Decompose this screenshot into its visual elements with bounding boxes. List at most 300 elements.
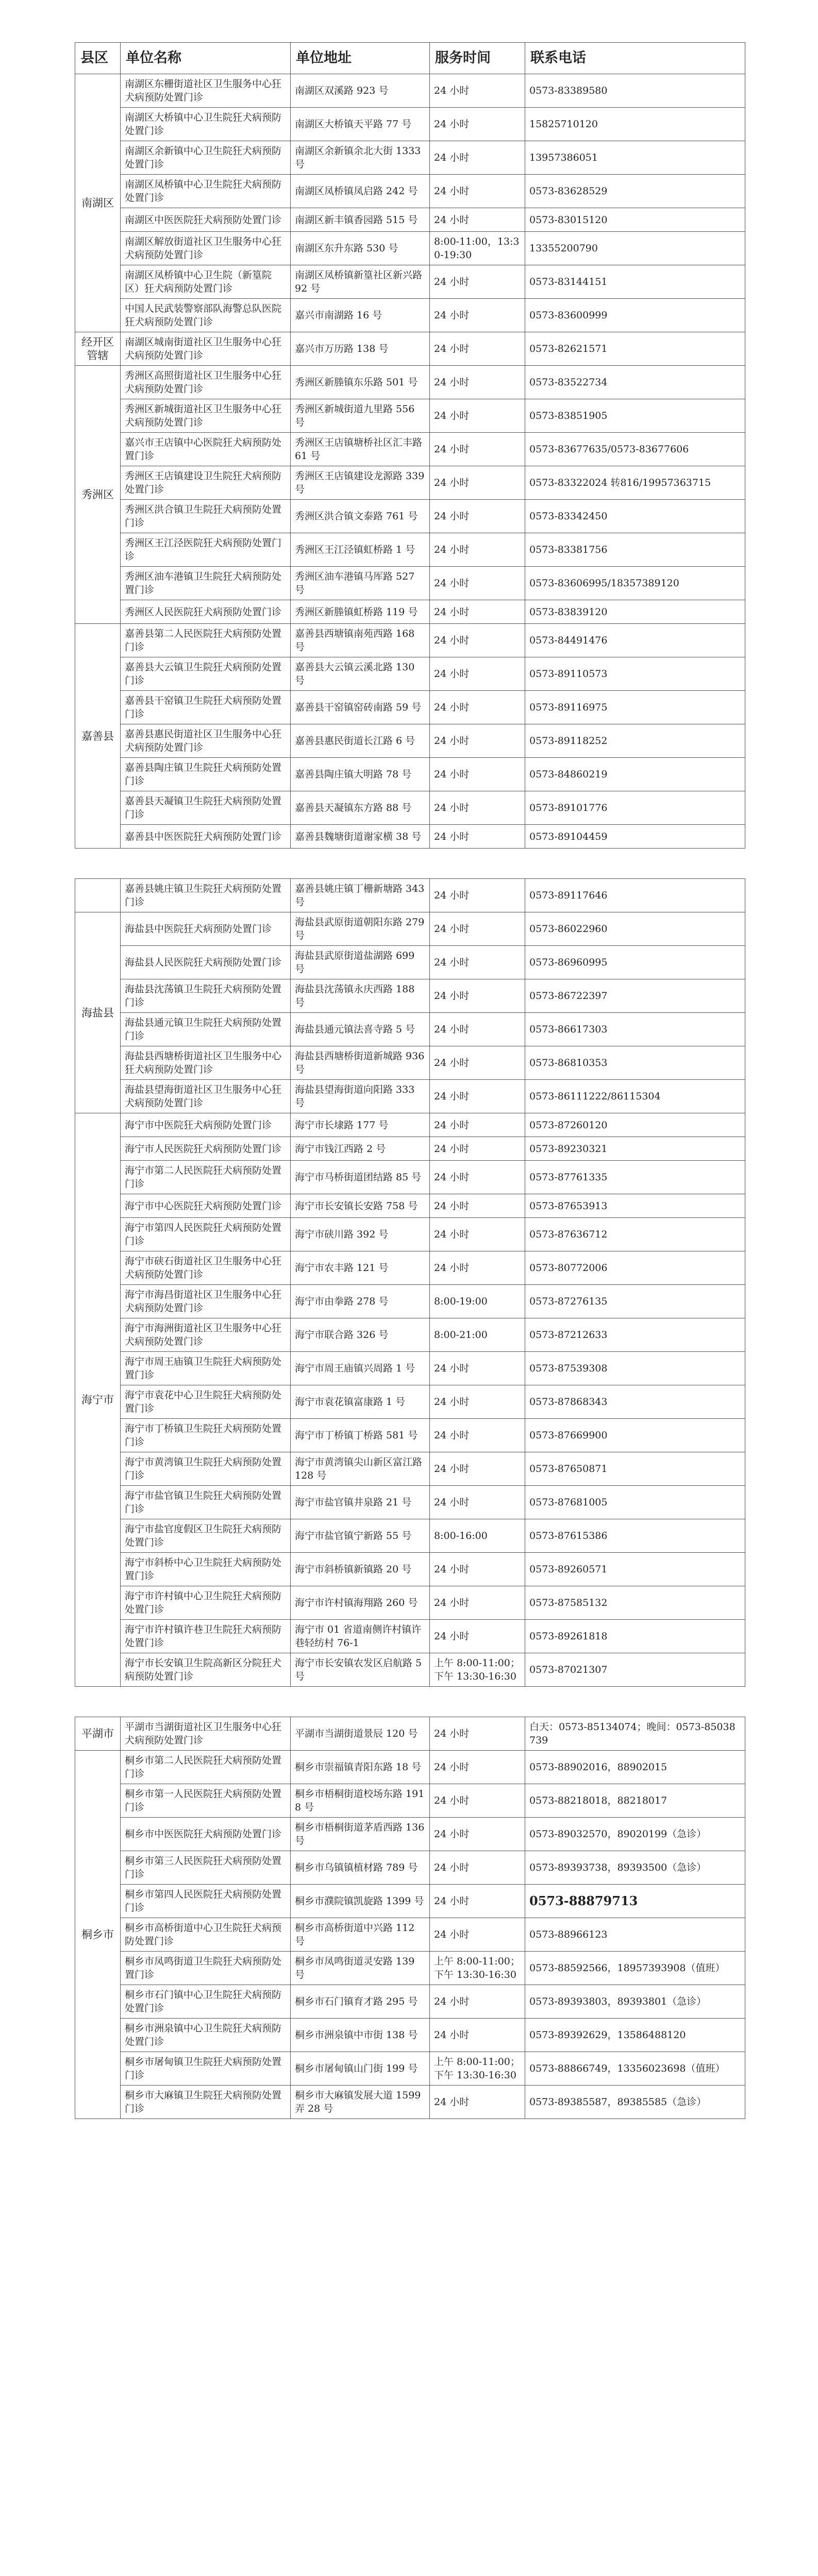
table-row xyxy=(75,1385,745,1419)
clinic-address: 嘉兴市南湖路 16 号 xyxy=(291,299,430,332)
clinic-name: 海宁市第二人民医院狂犬病预防处置门诊 xyxy=(121,1161,291,1194)
clinic-name: 桐乡市屠甸镇卫生院狂犬病预防处置门诊 xyxy=(121,2052,291,2086)
clinic-address: 海宁市斜桥镇新镇路 20 号 xyxy=(291,1553,430,1586)
service-hours: 24 小时 xyxy=(430,1452,525,1486)
header-name: 单位名称 xyxy=(121,43,291,74)
contact-phone: 0573-89110573 xyxy=(525,657,745,691)
contact-phone: 0573-88879713 xyxy=(525,1885,745,1918)
table-row xyxy=(75,657,745,691)
clinic-address: 南湖区凤桥镇新篁社区新兴路 92 号 xyxy=(291,265,430,299)
clinic-name: 海盐县通元镇卫生院狂犬病预防处置门诊 xyxy=(121,1013,291,1046)
clinic-name: 海宁市丁桥镇卫生院狂犬病预防处置门诊 xyxy=(121,1419,291,1452)
contact-phone: 0573-86810353 xyxy=(525,1046,745,1080)
table-row xyxy=(75,1137,745,1161)
clinic-address: 海盐县武原街道朝阳东路 279 号 xyxy=(291,912,430,946)
contact-phone: 0573-87669900 xyxy=(525,1419,745,1452)
service-hours: 24 小时 xyxy=(430,912,525,946)
clinic-address: 桐乡市屠甸镇山门街 199 号 xyxy=(291,2052,430,2086)
contact-phone: 0573-87021307 xyxy=(525,1653,745,1687)
clinic-name: 海宁市长安镇卫生院高新区分院狂犬病预防处置门诊 xyxy=(121,1653,291,1687)
header-row xyxy=(75,43,745,74)
contact-phone: 0573-89230321 xyxy=(525,1137,745,1161)
clinic-address: 海宁市袁花镇富康路 1 号 xyxy=(291,1385,430,1419)
rabies-clinic-list xyxy=(75,42,745,2119)
contact-phone: 0573-83015120 xyxy=(525,208,745,232)
clinic-address: 海宁市长安镇农发区启航路 5 号 xyxy=(291,1653,430,1687)
header-hours: 服务时间 xyxy=(430,43,525,74)
service-hours: 24 小时 xyxy=(430,1985,525,2019)
contact-phone: 0573-89117646 xyxy=(525,879,745,912)
clinic-name: 桐乡市中医医院狂犬病预防处置门诊 xyxy=(121,1818,291,1851)
service-hours: 24 小时 xyxy=(430,1818,525,1851)
table-row xyxy=(75,332,745,366)
county-cell: 桐乡市 xyxy=(75,1751,121,2119)
clinic-address: 秀洲区王店镇建设龙源路 339 号 xyxy=(291,466,430,500)
county-cell: 嘉善县 xyxy=(75,624,121,849)
clinic-name: 嘉兴市王店镇中心医院狂犬病预防处置门诊 xyxy=(121,433,291,466)
clinic-name: 嘉善县第二人民医院狂犬病预防处置门诊 xyxy=(121,624,291,657)
clinic-name: 海宁市第四人民医院狂犬病预防处置门诊 xyxy=(121,1218,291,1251)
service-hours: 24 小时 xyxy=(430,567,525,600)
clinic-address: 海宁市硖川路 392 号 xyxy=(291,1218,430,1251)
contact-phone: 0573-82621571 xyxy=(525,332,745,366)
clinic-address: 桐乡市大麻镇发展大道 1599 弄 28 号 xyxy=(291,2086,430,2119)
contact-phone: 0573-83389580 xyxy=(525,74,745,108)
clinic-address: 海宁市盐官镇井泉路 21 号 xyxy=(291,1486,430,1519)
clinic-name: 海宁市许村镇许巷卫生院狂犬病预防处置门诊 xyxy=(121,1620,291,1653)
clinic-address: 嘉兴市万历路 138 号 xyxy=(291,332,430,366)
county-cell: 秀洲区 xyxy=(75,366,121,624)
clinic-name: 海盐县中医院狂犬病预防处置门诊 xyxy=(121,912,291,946)
service-hours: 24 小时 xyxy=(430,1620,525,1653)
contact-phone: 0573-86022960 xyxy=(525,912,745,946)
clinic-name: 海盐县沈荡镇卫生院狂犬病预防处置门诊 xyxy=(121,979,291,1013)
clinic-name: 桐乡市洲泉镇中心卫生院狂犬病预防处置门诊 xyxy=(121,2019,291,2052)
clinic-name: 桐乡市第二人民医院狂犬病预防处置门诊 xyxy=(121,1751,291,1784)
service-hours: 24 小时 xyxy=(430,332,525,366)
service-hours: 24 小时 xyxy=(430,657,525,691)
contact-phone: 0573-89118252 xyxy=(525,724,745,758)
clinic-name: 桐乡市石门镇中心卫生院狂犬病预防处置门诊 xyxy=(121,1985,291,2019)
clinic-address: 桐乡市凤鸣街道灵安路 139 号 xyxy=(291,1952,430,1985)
contact-phone: 0573-88902016，88902015 xyxy=(525,1751,745,1784)
contact-phone: 0573-87615386 xyxy=(525,1519,745,1553)
clinic-name: 嘉善县中医医院狂犬病预防处置门诊 xyxy=(121,825,291,849)
clinic-address: 海宁市黄湾镇尖山新区富江路 128 号 xyxy=(291,1452,430,1486)
clinic-address: 秀洲区新塍镇东乐路 501 号 xyxy=(291,366,430,399)
clinic-address: 嘉善县天凝镇东方路 88 号 xyxy=(291,791,430,825)
contact-phone: 0573-89032570，89020199（急诊） xyxy=(525,1818,745,1851)
contact-phone: 0573-88966123 xyxy=(525,1918,745,1952)
service-hours: 24 小时 xyxy=(430,946,525,979)
table-row xyxy=(75,1985,745,2019)
table-row xyxy=(75,1218,745,1251)
contact-phone: 0573-87585132 xyxy=(525,1586,745,1620)
service-hours: 24 小时 xyxy=(430,1385,525,1419)
service-hours: 24 小时 xyxy=(430,979,525,1013)
service-hours: 24 小时 xyxy=(430,2086,525,2119)
service-hours: 24 小时 xyxy=(430,1113,525,1137)
clinic-name: 嘉善县大云镇卫生院狂犬病预防处置门诊 xyxy=(121,657,291,691)
contact-phone: 0573-80772006 xyxy=(525,1251,745,1285)
table-row xyxy=(75,691,745,724)
service-hours: 24 小时 xyxy=(430,466,525,500)
contact-phone: 0573-88866749，13356023698（值班） xyxy=(525,2052,745,2086)
contact-phone: 0573-89385587，89385585（急诊） xyxy=(525,2086,745,2119)
contact-phone: 0573-83144151 xyxy=(525,265,745,299)
table-row xyxy=(75,108,745,141)
service-hours: 24 小时 xyxy=(430,691,525,724)
table-row xyxy=(75,1486,745,1519)
service-hours: 上午 8:00-11:00；下午 13:30-16:30 xyxy=(430,1653,525,1687)
contact-phone: 13355200790 xyxy=(525,232,745,265)
contact-phone: 0573-88592566，18957393908（值班） xyxy=(525,1952,745,1985)
table-row xyxy=(75,1818,745,1851)
contact-phone: 0573-86617303 xyxy=(525,1013,745,1046)
clinic-address: 桐乡市高桥街道中兴路 112 号 xyxy=(291,1918,430,1952)
table-row xyxy=(75,2086,745,2119)
table-row xyxy=(75,1717,745,1751)
table-row xyxy=(75,466,745,500)
clinic-name: 南湖区大桥镇中心卫生院狂犬病预防处置门诊 xyxy=(121,108,291,141)
clinic-name: 海宁市周王庙镇卫生院狂犬病预防处置门诊 xyxy=(121,1352,291,1385)
service-hours: 24 小时 xyxy=(430,624,525,657)
clinic-name: 嘉善县干窑镇卫生院狂犬病预防处置门诊 xyxy=(121,691,291,724)
table-row xyxy=(75,791,745,825)
table-row xyxy=(75,175,745,208)
table-row xyxy=(75,1285,745,1318)
clinic-name: 南湖区解放街道社区卫生服务中心狂犬病预防处置门诊 xyxy=(121,232,291,265)
section-gap xyxy=(75,849,745,878)
clinic-name: 海宁市海昌街道社区卫生服务中心狂犬病预防处置门诊 xyxy=(121,1285,291,1318)
service-hours: 24 小时 xyxy=(430,1918,525,1952)
table-row xyxy=(75,1161,745,1194)
clinic-name: 秀洲区王江泾医院狂犬病预防处置门诊 xyxy=(121,533,291,567)
table-row xyxy=(75,1784,745,1818)
service-hours: 24 小时 xyxy=(430,299,525,332)
contact-phone: 0573-87761335 xyxy=(525,1161,745,1194)
clinic-name: 海宁市许村镇中心卫生院狂犬病预防处置门诊 xyxy=(121,1586,291,1620)
contact-phone: 0573-88218018，88218017 xyxy=(525,1784,745,1818)
clinic-name: 嘉善县天凝镇卫生院狂犬病预防处置门诊 xyxy=(121,791,291,825)
table-row xyxy=(75,1194,745,1218)
clinic-table-2 xyxy=(75,878,745,1687)
contact-phone: 0573-87212633 xyxy=(525,1318,745,1352)
clinic-address: 桐乡市乌镇镇植材路 789 号 xyxy=(291,1851,430,1885)
table-row xyxy=(75,1653,745,1687)
table-row xyxy=(75,1586,745,1620)
service-hours: 8:00-19:00 xyxy=(430,1285,525,1318)
service-hours: 24 小时 xyxy=(430,825,525,849)
clinic-address: 桐乡市洲泉镇中市街 138 号 xyxy=(291,2019,430,2052)
contact-phone: 0573-87868343 xyxy=(525,1385,745,1419)
clinic-table-3 xyxy=(75,1717,745,2119)
clinic-address: 海宁市联合路 326 号 xyxy=(291,1318,430,1352)
service-hours: 24 小时 xyxy=(430,175,525,208)
clinic-address: 海宁市丁桥镇丁桥路 581 号 xyxy=(291,1419,430,1452)
clinic-address: 海宁市 01 省道南侧许村镇许巷轻纺村 76-1 xyxy=(291,1620,430,1653)
clinic-address: 海盐县武原街道盐湖路 699 号 xyxy=(291,946,430,979)
clinic-address: 南湖区双溪路 923 号 xyxy=(291,74,430,108)
contact-phone: 13957386051 xyxy=(525,141,745,175)
table-row xyxy=(75,567,745,600)
clinic-address: 秀洲区王店镇塘桥社区汇丰路 61 号 xyxy=(291,433,430,466)
service-hours: 24 小时 xyxy=(430,791,525,825)
contact-phone: 0573-83851905 xyxy=(525,399,745,433)
clinic-name: 桐乡市第三人民医院狂犬病预防处置门诊 xyxy=(121,1851,291,1885)
contact-phone: 0573-83342450 xyxy=(525,500,745,533)
clinic-name: 南湖区余新镇中心卫生院狂犬病预防处置门诊 xyxy=(121,141,291,175)
service-hours: 24 小时 xyxy=(430,533,525,567)
clinic-name: 嘉善县惠民街道社区卫生服务中心狂犬病预防处置门诊 xyxy=(121,724,291,758)
clinic-name: 海宁市硖石街道社区卫生服务中心狂犬病预防处置门诊 xyxy=(121,1251,291,1285)
table-row xyxy=(75,232,745,265)
clinic-address: 海宁市农丰路 121 号 xyxy=(291,1251,430,1285)
service-hours: 24 小时 xyxy=(430,141,525,175)
table-row xyxy=(75,1251,745,1285)
clinic-address: 海宁市周王庙镇兴周路 1 号 xyxy=(291,1352,430,1385)
table-row xyxy=(75,208,745,232)
service-hours: 24 小时 xyxy=(430,724,525,758)
table-row xyxy=(75,600,745,624)
contact-phone: 0573-87539308 xyxy=(525,1352,745,1385)
service-hours: 上午 8:00-11:00；下午 13:30-16:30 xyxy=(430,1952,525,1985)
service-hours: 24 小时 xyxy=(430,74,525,108)
contact-phone: 0573-87260120 xyxy=(525,1113,745,1137)
contact-phone: 0573-89393803，89393801（急诊） xyxy=(525,1985,745,2019)
county-cell: 平湖市 xyxy=(75,1717,121,1751)
table-row xyxy=(75,979,745,1013)
service-hours: 8:00-21:00 xyxy=(430,1318,525,1352)
clinic-name: 嘉善县陶庄镇卫生院狂犬病预防处置门诊 xyxy=(121,758,291,791)
service-hours: 24 小时 xyxy=(430,1013,525,1046)
clinic-name: 南湖区中医医院狂犬病预防处置门诊 xyxy=(121,208,291,232)
service-hours: 24 小时 xyxy=(430,879,525,912)
service-hours: 24 小时 xyxy=(430,108,525,141)
service-hours: 24 小时 xyxy=(430,1352,525,1385)
table-row xyxy=(75,1851,745,1885)
contact-phone: 0573-89392629，13586488120 xyxy=(525,2019,745,2052)
contact-phone: 0573-84860219 xyxy=(525,758,745,791)
clinic-name: 海宁市海洲街道社区卫生服务中心狂犬病预防处置门诊 xyxy=(121,1318,291,1352)
table-row xyxy=(75,533,745,567)
clinic-address: 海宁市钱江西路 2 号 xyxy=(291,1137,430,1161)
contact-phone: 0573-89393738，89393500（急诊） xyxy=(525,1851,745,1885)
clinic-address: 南湖区大桥镇天平路 77 号 xyxy=(291,108,430,141)
service-hours: 8:00-16:00 xyxy=(430,1519,525,1553)
clinic-name: 桐乡市凤鸣街道卫生院狂犬病预防处置门诊 xyxy=(121,1952,291,1985)
service-hours: 24 小时 xyxy=(430,1486,525,1519)
service-hours: 24 小时 xyxy=(430,1751,525,1784)
header-address: 单位地址 xyxy=(291,43,430,74)
table-row xyxy=(75,758,745,791)
table-row xyxy=(75,1452,745,1486)
contact-phone: 0573-87650871 xyxy=(525,1452,745,1486)
service-hours: 24 小时 xyxy=(430,1586,525,1620)
county-cell: 海盐县 xyxy=(75,912,121,1113)
clinic-name: 海宁市中心医院狂犬病预防处置门诊 xyxy=(121,1194,291,1218)
clinic-name: 桐乡市高桥街道中心卫生院狂犬病预防处置门诊 xyxy=(121,1918,291,1952)
clinic-name: 海宁市人民医院狂犬病预防处置门诊 xyxy=(121,1137,291,1161)
table-row xyxy=(75,2019,745,2052)
service-hours: 24 小时 xyxy=(430,758,525,791)
clinic-name: 南湖区城南街道社区卫生服务中心狂犬病预防处置门诊 xyxy=(121,332,291,366)
table-row xyxy=(75,1918,745,1952)
clinic-name: 海宁市黄湾镇卫生院狂犬病预防处置门诊 xyxy=(121,1452,291,1486)
table-row xyxy=(75,399,745,433)
service-hours: 24 小时 xyxy=(430,433,525,466)
service-hours: 24 小时 xyxy=(430,1717,525,1751)
contact-phone: 0573-83522734 xyxy=(525,366,745,399)
clinic-address: 桐乡市石门镇育才路 295 号 xyxy=(291,1985,430,2019)
contact-phone: 0573-83677635/0573-83677606 xyxy=(525,433,745,466)
table-row xyxy=(75,724,745,758)
county-cell: 海宁市 xyxy=(75,1113,121,1687)
table-row xyxy=(75,1519,745,1553)
clinic-address: 海盐县沈荡镇永庆西路 188 号 xyxy=(291,979,430,1013)
service-hours: 24 小时 xyxy=(430,600,525,624)
clinic-address: 海宁市长埭路 177 号 xyxy=(291,1113,430,1137)
clinic-name: 桐乡市第一人民医院狂犬病预防处置门诊 xyxy=(121,1784,291,1818)
contact-phone: 0573-86960995 xyxy=(525,946,745,979)
clinic-name: 桐乡市第四人民医院狂犬病预防处置门诊 xyxy=(121,1885,291,1918)
contact-phone: 0573-89261818 xyxy=(525,1620,745,1653)
clinic-name: 桐乡市大麻镇卫生院狂犬病预防处置门诊 xyxy=(121,2086,291,2119)
contact-phone: 0573-87276135 xyxy=(525,1285,745,1318)
clinic-address: 海宁市由拳路 278 号 xyxy=(291,1285,430,1318)
clinic-address: 海盐县西塘桥街道新城路 936 号 xyxy=(291,1046,430,1080)
contact-phone: 0573-86722397 xyxy=(525,979,745,1013)
clinic-address: 嘉善县魏塘街道谢家横 38 号 xyxy=(291,825,430,849)
service-hours: 24 小时 xyxy=(430,1218,525,1251)
service-hours: 24 小时 xyxy=(430,500,525,533)
service-hours: 24 小时 xyxy=(430,1161,525,1194)
clinic-address: 嘉善县西塘镇南苑西路 168 号 xyxy=(291,624,430,657)
clinic-name: 海盐县人民医院狂犬病预防处置门诊 xyxy=(121,946,291,979)
contact-phone: 白天：0573-85134074；晚间：0573-85038739 xyxy=(525,1717,745,1751)
table-row xyxy=(75,141,745,175)
table-row xyxy=(75,946,745,979)
service-hours: 24 小时 xyxy=(430,1137,525,1161)
clinic-name: 秀洲区洪合镇卫生院狂犬病预防处置门诊 xyxy=(121,500,291,533)
clinic-address: 海宁市许村镇海翔路 260 号 xyxy=(291,1586,430,1620)
clinic-name: 秀洲区新城街道社区卫生服务中心狂犬病预防处置门诊 xyxy=(121,399,291,433)
service-hours: 24 小时 xyxy=(430,1784,525,1818)
clinic-name: 海盐县西塘桥街道社区卫生服务中心狂犬病预防处置门诊 xyxy=(121,1046,291,1080)
clinic-name: 南湖区凤桥镇中心卫生院（新篁院区）狂犬病预防处置门诊 xyxy=(121,265,291,299)
clinic-address: 桐乡市濮院镇凯旋路 1399 号 xyxy=(291,1885,430,1918)
contact-phone: 0573-86111222/86115304 xyxy=(525,1080,745,1113)
service-hours: 24 小时 xyxy=(430,265,525,299)
contact-phone: 0573-84491476 xyxy=(525,624,745,657)
clinic-address: 海宁市长安镇长安路 758 号 xyxy=(291,1194,430,1218)
service-hours: 8:00-11:00，13:30-19:30 xyxy=(430,232,525,265)
table-container xyxy=(75,42,745,2119)
clinic-address: 海盐县望海街道向阳路 333 号 xyxy=(291,1080,430,1113)
contact-phone: 0573-87653913 xyxy=(525,1194,745,1218)
section-gap xyxy=(75,1687,745,1717)
table-row xyxy=(75,1952,745,1985)
service-hours: 24 小时 xyxy=(430,1885,525,1918)
table-row xyxy=(75,366,745,399)
table-row xyxy=(75,1751,745,1784)
clinic-address: 嘉善县干窑镇窑砖南路 59 号 xyxy=(291,691,430,724)
clinic-table-1 xyxy=(75,42,745,849)
table-row xyxy=(75,1885,745,1918)
clinic-address: 秀洲区油车港镇马厍路 527 号 xyxy=(291,567,430,600)
clinic-name: 南湖区凤桥镇中心卫生院狂犬病预防处置门诊 xyxy=(121,175,291,208)
clinic-address: 南湖区新丰镇香园路 515 号 xyxy=(291,208,430,232)
contact-phone: 0573-83600999 xyxy=(525,299,745,332)
clinic-name: 海宁市盐官镇卫生院狂犬病预防处置门诊 xyxy=(121,1486,291,1519)
contact-phone: 0573-83606995/18357389120 xyxy=(525,567,745,600)
header-county: 县区 xyxy=(75,43,121,74)
clinic-address: 秀洲区新塍镇虹桥路 119 号 xyxy=(291,600,430,624)
table-row xyxy=(75,1046,745,1080)
clinic-address: 桐乡市梧桐街道茅盾西路 136 号 xyxy=(291,1818,430,1851)
service-hours: 24 小时 xyxy=(430,1251,525,1285)
service-hours: 24 小时 xyxy=(430,1080,525,1113)
table-row xyxy=(75,825,745,849)
county-cell xyxy=(75,879,121,912)
table-row xyxy=(75,1318,745,1352)
table-row xyxy=(75,299,745,332)
clinic-address: 桐乡市崇福镇青阳东路 18 号 xyxy=(291,1751,430,1784)
clinic-address: 海盐县通元镇法喜寺路 5 号 xyxy=(291,1013,430,1046)
clinic-name: 秀洲区油车港镇卫生院狂犬病预防处置门诊 xyxy=(121,567,291,600)
clinic-name: 嘉善县姚庄镇卫生院狂犬病预防处置门诊 xyxy=(121,879,291,912)
contact-phone: 0573-89104459 xyxy=(525,825,745,849)
table-row xyxy=(75,1013,745,1046)
clinic-name: 海宁市袁花中心卫生院狂犬病预防处置门诊 xyxy=(121,1385,291,1419)
clinic-name: 秀洲区高照街道社区卫生服务中心狂犬病预防处置门诊 xyxy=(121,366,291,399)
header-phone: 联系电话 xyxy=(525,43,745,74)
service-hours: 24 小时 xyxy=(430,2019,525,2052)
table-row xyxy=(75,500,745,533)
clinic-address: 南湖区余新镇余北大街 1333 号 xyxy=(291,141,430,175)
clinic-address: 嘉善县陶庄镇大明路 78 号 xyxy=(291,758,430,791)
table-row xyxy=(75,912,745,946)
clinic-name: 海宁市中医院狂犬病预防处置门诊 xyxy=(121,1113,291,1137)
service-hours: 24 小时 xyxy=(430,399,525,433)
contact-phone: 0573-87681005 xyxy=(525,1486,745,1519)
contact-phone: 0573-89116975 xyxy=(525,691,745,724)
table-row xyxy=(75,74,745,108)
contact-phone: 0573-87636712 xyxy=(525,1218,745,1251)
contact-phone: 0573-89260571 xyxy=(525,1553,745,1586)
clinic-address: 海宁市盐官镇宁新路 55 号 xyxy=(291,1519,430,1553)
clinic-name: 南湖区东栅街道社区卫生服务中心狂犬病预防处置门诊 xyxy=(121,74,291,108)
clinic-address: 海宁市马桥街道团结路 85 号 xyxy=(291,1161,430,1194)
clinic-address: 秀洲区洪合镇文泰路 761 号 xyxy=(291,500,430,533)
table-row xyxy=(75,265,745,299)
county-cell: 经开区管辖 xyxy=(75,332,121,366)
table-row xyxy=(75,1553,745,1586)
table-row xyxy=(75,1080,745,1113)
clinic-name: 中国人民武装警察部队海警总队医院狂犬病预防处置门诊 xyxy=(121,299,291,332)
service-hours: 上午 8:00-11:00；下午 13:30-16:30 xyxy=(430,2052,525,2086)
service-hours: 24 小时 xyxy=(430,1194,525,1218)
clinic-name: 平湖市当湖街道社区卫生服务中心狂犬病预防处置门诊 xyxy=(121,1717,291,1751)
clinic-address: 桐乡市梧桐街道校场东路 1918 号 xyxy=(291,1784,430,1818)
clinic-name: 海宁市斜桥中心卫生院狂犬病预防处置门诊 xyxy=(121,1553,291,1586)
clinic-address: 南湖区凤桥镇凤启路 242 号 xyxy=(291,175,430,208)
clinic-name: 秀洲区王店镇建设卫生院狂犬病预防处置门诊 xyxy=(121,466,291,500)
table-row xyxy=(75,1620,745,1653)
table-row xyxy=(75,1352,745,1385)
clinic-name: 秀洲区人民医院狂犬病预防处置门诊 xyxy=(121,600,291,624)
table-row xyxy=(75,1113,745,1137)
